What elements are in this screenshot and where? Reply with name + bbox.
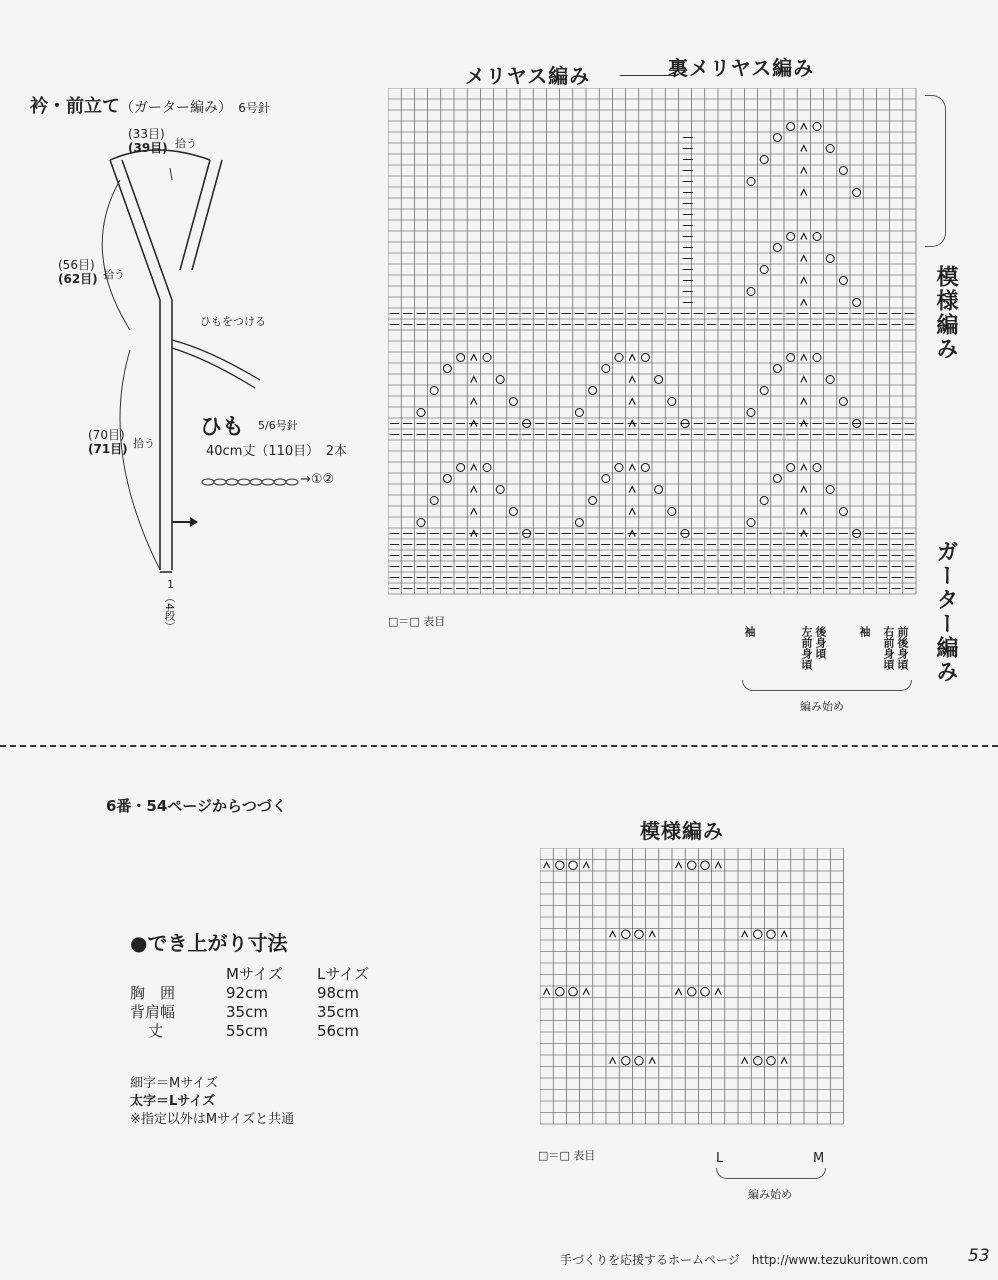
chart1-decrease-mark <box>629 465 635 471</box>
chart1-yarn-over-mark <box>760 266 768 274</box>
chart1-decrease-mark <box>801 146 807 152</box>
sizes-table <box>130 965 375 1041</box>
chart1-yarn-over-mark <box>496 486 504 494</box>
chart1-yarn-over-mark <box>853 299 861 307</box>
chart1-yarn-over-mark <box>457 464 465 472</box>
chart2-legend: □＝□ 表目 <box>538 1149 596 1162</box>
chart1-yarn-over-mark <box>589 497 597 505</box>
label-pattern: 模様編み <box>933 265 958 361</box>
chart1-decrease-mark <box>629 487 635 493</box>
attach-string-label: ひもをつける <box>200 315 266 328</box>
collar-diagram <box>60 120 320 640</box>
pick-mid-count: (56目) (62目) <box>58 258 98 286</box>
chart1-yarn-over-mark <box>747 178 755 186</box>
chart1-decrease-mark <box>801 300 807 306</box>
chart2-yarn-over-mark <box>556 861 565 870</box>
chart2-yarn-over-mark <box>701 861 710 870</box>
chart1-yarn-over-mark <box>813 233 821 241</box>
page-number: 53 <box>968 1246 990 1266</box>
col-m: Mサイズ <box>226 965 283 983</box>
chart1-yarn-over-mark <box>509 508 517 516</box>
chart1-decrease-mark <box>801 487 807 493</box>
chart1-start: 編み始め <box>800 700 844 713</box>
chart1-yarn-over-mark <box>496 376 504 384</box>
chart1-decrease-mark <box>629 377 635 383</box>
chart1-yarn-over-mark <box>760 387 768 395</box>
chart1-yarn-over-mark <box>826 486 834 494</box>
chart2-yarn-over-mark <box>569 988 578 997</box>
chart1-yarn-over-mark <box>655 486 663 494</box>
chart2-start: 編み始め <box>748 1188 792 1201</box>
size-notes: 細字＝Mサイズ 太字＝Lサイズ ※指定以外はMサイズと共通 <box>130 1076 295 1127</box>
footer-url[interactable]: http://www.tezukuritown.com <box>751 1253 929 1267</box>
pick-mid-label: 拾う <box>103 268 125 281</box>
chart1-decrease-mark <box>801 124 807 130</box>
chart1-decrease-mark <box>629 355 635 361</box>
chart2-yarn-over-mark <box>569 861 578 870</box>
chart1-yarn-over-mark <box>839 167 847 175</box>
chart1-yarn-over-mark <box>826 145 834 153</box>
bottom-count: 1 <box>167 578 174 591</box>
chart2-decrease-mark <box>544 862 550 868</box>
chart1-yarn-over-mark <box>668 508 676 516</box>
chart1-yarn-over-mark <box>787 233 795 241</box>
stockinette-rule <box>620 75 675 76</box>
sizes-heading: ●でき上がり寸法 <box>130 931 288 955</box>
chart1-yarn-over-mark <box>483 464 491 472</box>
chart2-yarn-over-mark <box>622 1057 631 1066</box>
chart1-decrease-mark <box>801 509 807 515</box>
chart2-yarn-over-mark <box>754 930 763 939</box>
chart1-yarn-over-mark <box>839 508 847 516</box>
chart1-grid <box>388 88 918 596</box>
start-brace-1 <box>742 680 912 691</box>
string-chain-icon <box>200 472 310 492</box>
chart2-decrease-mark <box>715 862 721 868</box>
chart1-yarn-over-mark <box>602 475 610 483</box>
chart2-decrease-mark <box>610 1058 616 1064</box>
continued-note: 6番・54ページからつづく <box>106 797 287 815</box>
chart1-yarn-over-mark <box>615 464 623 472</box>
chart1-decrease-mark <box>471 377 477 383</box>
chart1-yarn-over-mark <box>602 365 610 373</box>
pos-left-front: 左前身頃 <box>800 626 813 670</box>
chart2-decrease-mark <box>649 1058 655 1064</box>
start-brace-2 <box>716 1168 826 1179</box>
bottom-rows: （4段） <box>163 592 176 632</box>
chart1-yarn-over-mark <box>773 475 781 483</box>
string-spec: 40cm丈（110目） 2本 <box>206 444 347 459</box>
chart1-yarn-over-mark <box>773 244 781 252</box>
chart1-yarn-over-mark <box>457 354 465 362</box>
chart2-yarn-over-mark <box>754 1057 763 1066</box>
chart2-decrease-mark <box>742 931 748 937</box>
pos-sleeve-1: 袖 <box>743 626 756 637</box>
chart1-decrease-mark <box>801 355 807 361</box>
chart1-yarn-over-mark <box>483 354 491 362</box>
label-stockinette: メリヤス編み <box>465 64 591 88</box>
chart2-title: 模様編み <box>640 819 724 843</box>
chart1-yarn-over-mark <box>826 255 834 263</box>
chart1-yarn-over-mark <box>417 519 425 527</box>
chart1-yarn-over-mark <box>813 464 821 472</box>
chart1-yarn-over-mark <box>575 519 583 527</box>
chart1-yarn-over-mark <box>430 387 438 395</box>
chart2-decrease-mark <box>583 862 589 868</box>
chart1-yarn-over-mark <box>655 376 663 384</box>
chart1-decrease-mark <box>471 399 477 405</box>
chart1-decrease-mark <box>471 465 477 471</box>
chart1-yarn-over-mark <box>641 464 649 472</box>
chart1-yarn-over-mark <box>773 365 781 373</box>
chart1-decrease-mark <box>801 465 807 471</box>
chart2-decrease-mark <box>742 1058 748 1064</box>
chart1-yarn-over-mark <box>747 519 755 527</box>
chart2-yarn-over-mark <box>622 930 631 939</box>
chart2-decrease-mark <box>781 931 787 937</box>
chart1-yarn-over-mark <box>760 497 768 505</box>
size-row: 背肩幅 35cm 35cm <box>130 1003 359 1021</box>
chart1-yarn-over-mark <box>747 288 755 296</box>
chart1-decrease-mark <box>801 278 807 284</box>
chart2-decrease-mark <box>583 989 589 995</box>
chart2-decrease-mark <box>715 989 721 995</box>
size-row: 丈 55cm 56cm <box>148 1022 359 1040</box>
chart1-yarn-over-mark <box>853 189 861 197</box>
mark-m: M <box>813 1151 825 1166</box>
chart1-yarn-over-mark <box>787 464 795 472</box>
pos-front-back: 前後身頃 <box>896 626 909 670</box>
chart2-yarn-over-mark <box>635 930 644 939</box>
label-reverse: 裏メリヤス編み <box>668 56 815 80</box>
col-l: Lサイズ <box>317 965 370 983</box>
chart1-yarn-over-mark <box>813 123 821 131</box>
chart2-decrease-mark <box>610 931 616 937</box>
pos-right-front: 右前身頃 <box>882 626 895 670</box>
chart1-yarn-over-mark <box>839 398 847 406</box>
chart1-decrease-mark <box>471 509 477 515</box>
string-title: ひも <box>200 415 245 440</box>
chart1-decrease-mark <box>629 399 635 405</box>
string-needle: 5/6号針 <box>258 419 298 432</box>
chart2-yarn-over-mark <box>635 1057 644 1066</box>
chart1-yarn-over-mark <box>813 354 821 362</box>
chart1-yarn-over-mark <box>773 134 781 142</box>
mark-l: L <box>716 1151 724 1166</box>
chart1-decrease-mark <box>801 190 807 196</box>
chart2-yarn-over-mark <box>556 988 565 997</box>
chart2-yarn-over-mark <box>688 988 697 997</box>
chart1-yarn-over-mark <box>417 409 425 417</box>
chart1-yarn-over-mark <box>839 277 847 285</box>
chart1-decrease-mark <box>471 355 477 361</box>
label-garter: ガーター編み <box>933 540 958 684</box>
chart2-yarn-over-mark <box>688 861 697 870</box>
chart1-decrease-mark <box>801 256 807 262</box>
pos-back: 後身頃 <box>814 626 827 659</box>
chart2-decrease-mark <box>676 862 682 868</box>
chart1-yarn-over-mark <box>589 387 597 395</box>
chart1-yarn-over-mark <box>760 156 768 164</box>
chart2-grid <box>540 848 860 1138</box>
chart1-yarn-over-mark <box>787 123 795 131</box>
footer-text: 手づくりを応援するホームページ http://www.tezukuritown.com <box>560 1253 929 1267</box>
pos-sleeve-2: 袖 <box>858 626 871 637</box>
collar-needle: 6号針 <box>238 101 270 115</box>
chart1-decrease-mark <box>801 234 807 240</box>
chart1-yarn-over-mark <box>615 354 623 362</box>
string-arrow: →①② <box>300 472 335 487</box>
chart1-decrease-mark <box>801 377 807 383</box>
chart1-yarn-over-mark <box>747 409 755 417</box>
chart2-yarn-over-mark <box>767 930 776 939</box>
pick-low-label: 拾う <box>133 437 155 450</box>
section-divider <box>0 745 998 747</box>
pick-top-count: (33目) (39目) <box>128 127 168 155</box>
chart2-decrease-mark <box>544 989 550 995</box>
chart1-legend: □＝□ 表目 <box>388 615 446 628</box>
pattern-brace <box>925 95 946 247</box>
chart1-decrease-mark <box>471 487 477 493</box>
chart2-yarn-over-mark <box>701 988 710 997</box>
chart2-decrease-mark <box>676 989 682 995</box>
collar-title: 衿・前立て（ガーター編み） 6号針 <box>30 96 270 117</box>
chart1-yarn-over-mark <box>443 475 451 483</box>
chart2-decrease-mark <box>649 931 655 937</box>
chart1-decrease-mark <box>629 509 635 515</box>
chart1-yarn-over-mark <box>443 365 451 373</box>
pick-low-count: (70目) (71目) <box>88 428 128 456</box>
size-row: 胸 囲 92cm 98cm <box>130 984 359 1002</box>
chart1-yarn-over-mark <box>826 376 834 384</box>
chart1-decrease-mark <box>801 399 807 405</box>
chart1-yarn-over-mark <box>641 354 649 362</box>
chart1-decrease-mark <box>801 168 807 174</box>
pick-top-label: 拾う <box>175 137 197 150</box>
chart2-yarn-over-mark <box>767 1057 776 1066</box>
chart2-decrease-mark <box>781 1058 787 1064</box>
chart1-yarn-over-mark <box>787 354 795 362</box>
chart1-yarn-over-mark <box>668 398 676 406</box>
chart1-yarn-over-mark <box>575 409 583 417</box>
chart1-yarn-over-mark <box>430 497 438 505</box>
chart1-yarn-over-mark <box>509 398 517 406</box>
